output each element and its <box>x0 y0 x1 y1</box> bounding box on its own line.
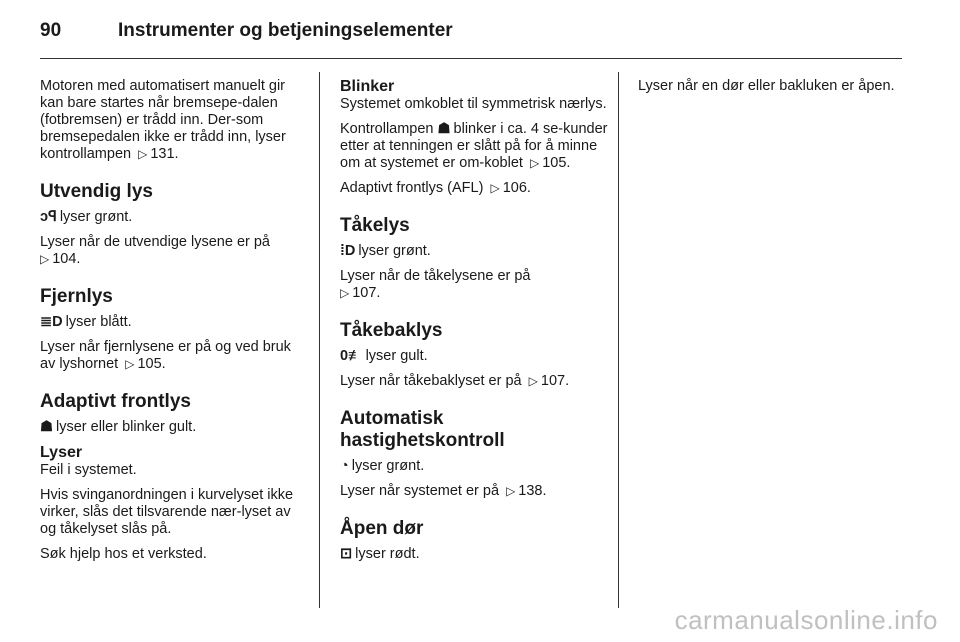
body-paragraph: Lyser når systemet er på ▷ 138. <box>340 483 547 499</box>
indicator-line: ≣D lyser blått. <box>40 314 132 330</box>
section-heading: Fjernlys <box>40 286 113 307</box>
column-2 <box>340 78 610 571</box>
section-heading: Adaptivt frontlys <box>40 391 191 412</box>
body-paragraph: Hvis svinganordningen i kurvelyset ikke virker, slås det tilsvarende nær-lyset av og tåkelyset slås på. <box>40 487 294 537</box>
indicator-line: 0≢ lyser gult. <box>340 348 428 364</box>
body-paragraph: Lyser når de utvendige lysene er på ▷ 104. <box>40 234 270 267</box>
column-1 <box>40 78 310 571</box>
body-paragraph: Lyser når tåkebaklyset er på ▷ 107. <box>340 373 570 389</box>
indicator-line: ↄꟼ lyser grønt. <box>40 209 133 225</box>
cruise-control-icon: ◔ <box>340 458 349 474</box>
indicator-line: ☗ lyser eller blinker gult. <box>40 419 197 435</box>
body-paragraph: Lyser når en dør eller bakluken er åpen. <box>638 78 895 94</box>
body-paragraph: Systemet omkoblet til symmetrisk nærlys. <box>340 96 607 112</box>
fog-light-icon: ⁞D <box>340 243 356 259</box>
door-open-icon: ⊡ <box>340 546 353 562</box>
body-paragraph: Søk hjelp hos et verksted. <box>40 546 207 562</box>
indicator-line: ⁞D lyser grønt. <box>340 243 431 259</box>
exterior-light-icon: ↄꟼ <box>40 209 57 225</box>
section-heading: Åpen dør <box>340 518 424 539</box>
reference-arrow-icon: ▷ <box>138 147 148 161</box>
indicator-line: ⊡ lyser rødt. <box>340 546 420 562</box>
section-heading: Tåkelys <box>340 215 410 236</box>
reference-arrow-icon: ▷ <box>125 357 135 371</box>
rear-fog-light-icon: 0≢ <box>340 348 363 364</box>
watermark: carmanualsonline.info <box>674 605 938 635</box>
column-divider <box>319 72 320 608</box>
section-heading: Automatisk hastighetskontroll <box>340 408 505 451</box>
section-heading: Tåkebaklys <box>340 320 443 341</box>
column-divider <box>618 72 619 608</box>
body-paragraph: Adaptivt frontlys (AFL) ▷ 106. <box>340 180 531 196</box>
high-beam-icon: ≣D <box>40 314 63 330</box>
intro-paragraph: Motoren med automatisert manuelt gir kan bare startes når bremsepe-dalen (fotbremsen) er trådd inn. Der-som bremsepedalen ikke er trådd inn, lyser kontrollampen ▷ 131. <box>40 78 286 162</box>
body-paragraph: Kontrollampen ☗ blinker i ca. 4 se-kunder etter at tenningen er slått på for å minne om at systemet er om-koblet ▷ 105. <box>340 121 608 171</box>
subheading: Lyser <box>40 444 83 461</box>
reference-arrow-icon: ▷ <box>340 286 350 300</box>
body-paragraph: Lyser når fjernlysene er på og ved bruk av lyshornet ▷ 105. <box>40 339 291 372</box>
reference-arrow-icon: ▷ <box>506 484 516 498</box>
reference-arrow-icon: ▷ <box>40 252 50 266</box>
adaptive-light-icon: ☗ <box>40 419 53 435</box>
body-paragraph: Lyser når de tåkelysene er på ▷ 107. <box>340 268 531 301</box>
adaptive-light-icon: ☗ <box>437 121 451 137</box>
page-number: 90 <box>40 20 62 41</box>
column-3 <box>638 78 908 103</box>
page-header <box>40 20 453 42</box>
indicator-line: ◔ lyser grønt. <box>340 458 425 474</box>
subheading: Blinker <box>340 78 395 95</box>
section-heading: Utvendig lys <box>40 181 153 202</box>
page-title: Instrumenter og betjeningselementer <box>118 20 453 41</box>
reference-arrow-icon: ▷ <box>529 156 540 170</box>
body-paragraph: Feil i systemet. <box>40 462 137 478</box>
reference-arrow-icon: ▷ <box>528 374 538 388</box>
reference-arrow-icon: ▷ <box>490 181 500 195</box>
header-rule <box>40 58 902 59</box>
